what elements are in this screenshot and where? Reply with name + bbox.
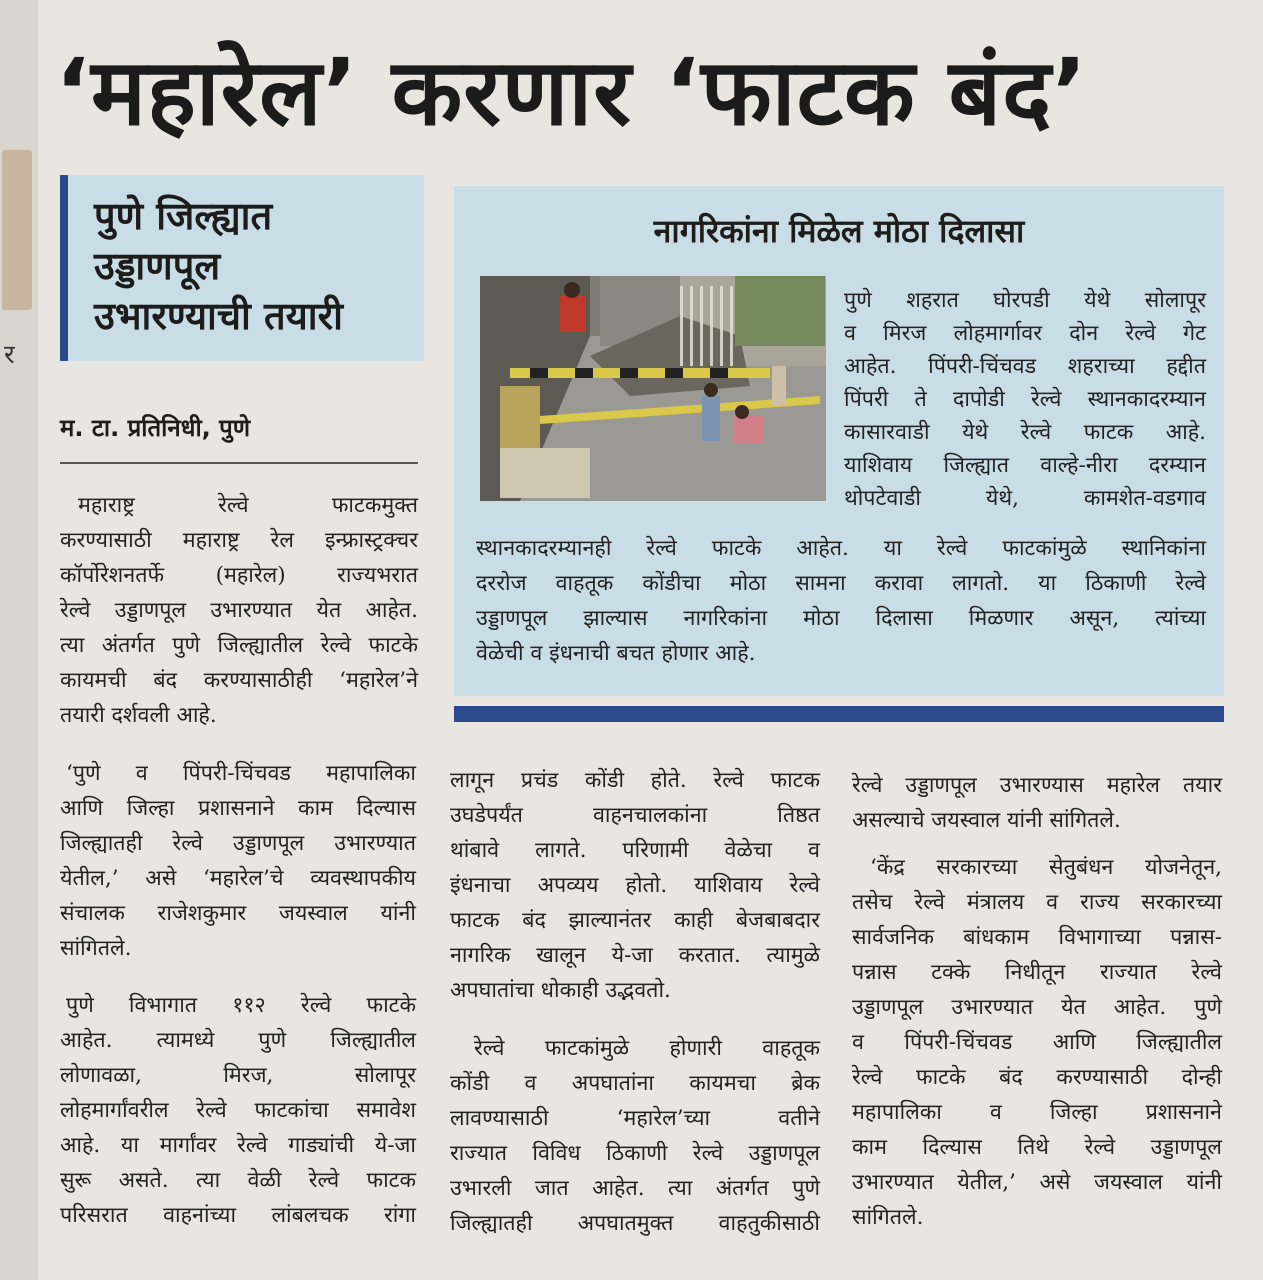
- article-text-line: सांगितले.: [852, 1205, 924, 1230]
- sidebar-text-line: पुणे शहरात घोरपडी येथे सोलापूर: [844, 288, 1206, 313]
- article-text-line: महाराष्ट्र रेल्वे फाटकमुक्त: [78, 493, 418, 518]
- article-text-line: पुणे विभागात ११२ रेल्वे फाटके: [66, 993, 416, 1018]
- subheading-line: उड्डाणपूल: [94, 244, 221, 288]
- sidebar-text-line: कासारवाडी येथे रेल्वे फाटक आहे.: [844, 420, 1206, 445]
- article-text-line: रेल्वे फाटकांमुळे होणारी वाहतूक: [474, 1036, 820, 1061]
- adjacent-page-text-fragment: र: [4, 340, 15, 370]
- article-text-line: जिल्ह्यातही रेल्वे उड्डाणपूल उभारण्यात: [60, 831, 416, 856]
- article-text-line: आहेत. त्यामध्ये पुणे जिल्ह्यातील: [60, 1028, 416, 1053]
- article-text-line: इंधनाचा अपव्यय होतो. याशिवाय रेल्वे: [450, 873, 820, 898]
- section-divider-bar: [454, 706, 1224, 722]
- article-text-line: सुरू असते. त्या वेळी रेल्वे फाटक: [60, 1168, 416, 1193]
- headline: ‘महारेल’ करणार ‘फाटक बंद’: [55, 39, 1089, 146]
- sidebar-text-line: वेळेची व इंधनाची बचत होणार आहे.: [476, 641, 756, 666]
- article-text-line: फाटक बंद झाल्यानंतर काही बेजबाबदार: [450, 908, 820, 933]
- article-text-line: ‘पुणे व पिंपरी-चिंचवड महापालिका: [66, 761, 416, 786]
- sidebar-text-line: आहेत. पिंपरी-चिंचवड शहराच्या हद्दीत: [844, 354, 1206, 379]
- article-text-line: लागून प्रचंड कोंडी होते. रेल्वे फाटक: [450, 768, 820, 793]
- article-text-line: लोहमार्गांवरील रेल्वे फाटकांचा समावेश: [60, 1098, 416, 1123]
- article-text-line: तसेच रेल्वे मंत्रालय व राज्य सरकारच्या: [852, 890, 1222, 915]
- byline: म. टा. प्रतिनिधी, पुणे: [60, 414, 251, 442]
- sidebar-text-line: पिंपरी ते दापोडी रेल्वे स्थानकादरम्यान: [844, 387, 1206, 412]
- sidebar-text-line: दररोज वाहतूक कोंडीचा मोठा सामना करावा लागतो. या ठिकाणी रेल्वे: [476, 571, 1206, 596]
- article-text-line: असल्याचे जयस्वाल यांनी सांगितले.: [852, 808, 1121, 833]
- article-text-line: तयारी दर्शवली आहे.: [60, 703, 217, 728]
- article-text-line: उड्डाणपूल उभारण्यात येत आहेत. पुणे: [852, 995, 1222, 1020]
- sidebar-text-line: थोपटेवाडी येथे, कामशेत-वडगाव: [844, 486, 1206, 511]
- article-text-line: ‘केंद्र सरकारच्या सेतुबंधन योजनेतून,: [870, 855, 1222, 880]
- byline-divider: [60, 462, 418, 464]
- article-text-line: रेल्वे फाटके बंद करण्यासाठी दोन्ही: [852, 1065, 1222, 1090]
- article-text-line: थांबावे लागते. परिणामी वेळेचा व: [450, 838, 820, 863]
- article-text-line: कायमची बंद करण्यासाठीही ‘महारेल’ने: [60, 668, 418, 693]
- article-text-line: पन्नास टक्के निधीतून राज्यात रेल्वे: [852, 960, 1222, 985]
- sidebar-text-line: व मिरज लोहमार्गावर दोन रेल्वे गेट: [844, 321, 1206, 346]
- subheading-line: पुणे जिल्ह्यात: [94, 194, 273, 238]
- article-text-line: जिल्ह्यातही अपघातमुक्त वाहतुकीसाठी: [450, 1211, 820, 1236]
- article-text-line: व पिंपरी-चिंचवड आणि जिल्ह्यातील: [852, 1030, 1222, 1055]
- article-text-line: आणि जिल्हा प्रशासनाने काम दिल्यास: [60, 796, 416, 821]
- subheading-box: [60, 175, 424, 361]
- article-text-line: रेल्वे उड्डाणपूल उभारण्यात येत आहेत.: [60, 598, 418, 623]
- sidebar-text-line: स्थानकादरम्यानही रेल्वे फाटके आहेत. या रेल्वे फाटकांमुळे स्थानिकांना: [476, 536, 1206, 561]
- sidebar-text-line: उड्डाणपूल झाल्यास नागरिकांना मोठा दिलासा मिळणार असून, त्यांच्या: [476, 606, 1206, 631]
- article-text-line: करण्यासाठी महाराष्ट्र रेल इन्फ्रास्ट्रक्चर: [60, 528, 418, 553]
- sidebar-title: नागरिकांना मिळेल मोठा दिलासा: [653, 212, 1025, 250]
- article-text-line: उघडेपर्यंत वाहनचालकांना तिष्ठत: [450, 803, 820, 828]
- article-text-line: कोंडी व अपघातांना कायमचा ब्रेक: [450, 1071, 820, 1096]
- article-text-line: आहे. या मार्गांवर रेल्वे गाड्यांची ये-जा: [60, 1133, 416, 1158]
- article-text-line: रेल्वे उड्डाणपूल उभारण्यास महारेल तयार: [852, 773, 1222, 798]
- article-text-line: येतील,’ असे ‘महारेल’चे व्यवस्थापकीय: [60, 866, 416, 891]
- article-text-line: राज्यात विविध ठिकाणी रेल्वे उड्डाणपूल: [450, 1141, 820, 1166]
- article-text-line: सांगितले.: [60, 936, 132, 961]
- article-text-line: नागरिक खालून ये-जा करतात. त्यामुळे: [450, 943, 820, 968]
- article-text-line: त्या अंतर्गत पुणे जिल्ह्यातील रेल्वे फाटके: [60, 633, 418, 658]
- sidebar-text-line: याशिवाय जिल्ह्यात वाल्हे-नीरा दरम्यान: [844, 453, 1206, 478]
- article-text-line: लोणावळा, मिरज, सोलापूर: [60, 1063, 416, 1088]
- article-text-line: उभारली जात आहेत. त्या अंतर्गत पुणे: [450, 1176, 820, 1201]
- railway-crossing-photo: [480, 276, 826, 501]
- adjacent-page-photo-fragment: [2, 150, 32, 310]
- article-text-line: सार्वजनिक बांधकाम विभागाच्या पन्नास-: [852, 925, 1222, 950]
- article-text-line: काम दिल्यास तिथे रेल्वे उड्डाणपूल: [852, 1135, 1222, 1160]
- article-text-line: कॉर्पोरेशनतर्फे (महारेल) राज्यभरात: [60, 563, 418, 588]
- article-text-line: उभारण्यात येतील,’ असे जयस्वाल यांनी: [852, 1170, 1222, 1195]
- subheading-line: उभारण्याची तयारी: [94, 294, 343, 338]
- article-text-line: लावण्यासाठी ‘महारेल’च्या वतीने: [450, 1106, 820, 1131]
- article-text-line: अपघातांचा धोकाही उद्भवतो.: [450, 978, 671, 1003]
- article-text-line: परिसरात वाहनांच्या लांबलचक रांगा: [60, 1203, 416, 1228]
- article-text-line: संचालक राजेशकुमार जयस्वाल यांनी: [60, 901, 416, 926]
- article-text-line: महापालिका व जिल्हा प्रशासनाने: [852, 1100, 1222, 1125]
